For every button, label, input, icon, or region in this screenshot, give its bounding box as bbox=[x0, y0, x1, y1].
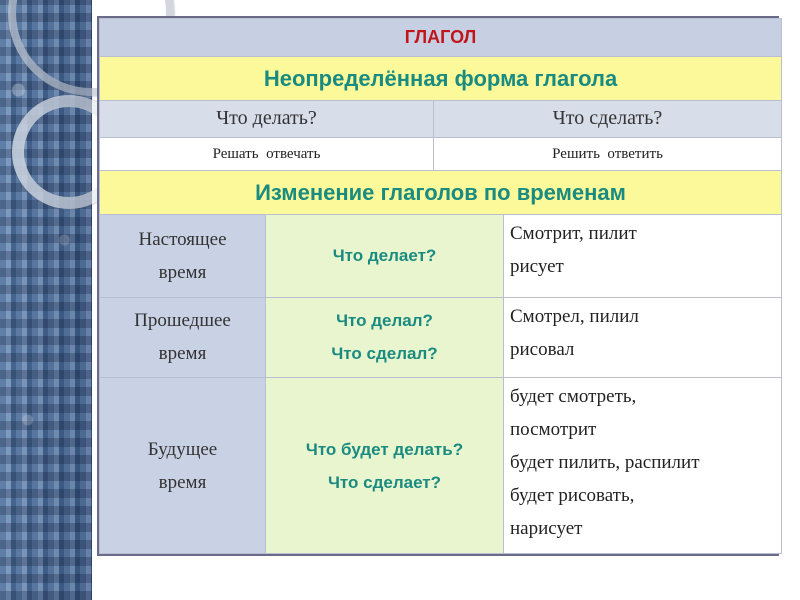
tense-label bbox=[100, 297, 266, 378]
tense-question-line: Что делал? bbox=[336, 311, 433, 331]
tense-example-line: будет смотреть, bbox=[510, 386, 637, 408]
tense-example-line: посмотрит bbox=[510, 419, 597, 441]
infinitive-heading: Неопределённая форма глагола bbox=[100, 57, 782, 100]
tense-label-line: Будущее bbox=[147, 438, 218, 460]
tense-row-present bbox=[100, 214, 782, 297]
tense-question bbox=[266, 378, 504, 554]
infinitive-questions-row bbox=[100, 100, 782, 137]
tense-example-line: будет пилить, распилит bbox=[510, 452, 700, 474]
tense-label-line: время bbox=[158, 261, 207, 283]
title-row bbox=[100, 19, 782, 57]
tense-row-future bbox=[100, 378, 782, 554]
tense-question-line: Что сделает? bbox=[327, 472, 442, 492]
tense-examples bbox=[504, 297, 782, 378]
tense-example-line: рисует bbox=[510, 255, 564, 277]
infinitive-heading-row bbox=[100, 57, 782, 100]
tense-label-line: Прошедшее bbox=[134, 310, 231, 332]
tenses-heading: Изменение глаголов по временам bbox=[100, 171, 782, 214]
tense-example-line: рисовал bbox=[510, 338, 575, 360]
tense-question-line: Что делает? bbox=[332, 246, 437, 266]
tense-row-past bbox=[100, 297, 782, 378]
tense-example-line: нарисует bbox=[510, 518, 583, 540]
table-title: ГЛАГОЛ bbox=[100, 19, 782, 57]
tense-examples bbox=[504, 378, 782, 554]
question-perfective: Что сделать? bbox=[434, 100, 782, 137]
tense-label-line: время bbox=[158, 471, 207, 493]
tense-label-line: время bbox=[158, 343, 207, 365]
verb-table-grid bbox=[99, 18, 782, 554]
tense-question bbox=[266, 297, 504, 378]
tense-question-line: Что будет делать? bbox=[305, 439, 464, 459]
decorative-side-strip bbox=[0, 0, 92, 600]
infinitive-examples-row bbox=[100, 138, 782, 171]
tense-label bbox=[100, 378, 266, 554]
question-imperfective: Что делать? bbox=[100, 100, 434, 137]
tense-label-line: Настоящее bbox=[138, 228, 227, 250]
tense-example-line: будет рисовать, bbox=[510, 485, 635, 507]
tense-question bbox=[266, 214, 504, 297]
examples-imperfective: Решать отвечать bbox=[100, 138, 434, 171]
verb-table bbox=[97, 16, 779, 556]
tenses-heading-row bbox=[100, 171, 782, 214]
tense-label bbox=[100, 214, 266, 297]
tense-question-line: Что сделал? bbox=[331, 344, 438, 364]
tense-example-line: Смотрел, пилил bbox=[510, 305, 639, 327]
tense-examples bbox=[504, 214, 782, 297]
examples-perfective: Решить ответить bbox=[434, 138, 782, 171]
tense-example-line: Смотрит, пилит bbox=[510, 222, 637, 244]
